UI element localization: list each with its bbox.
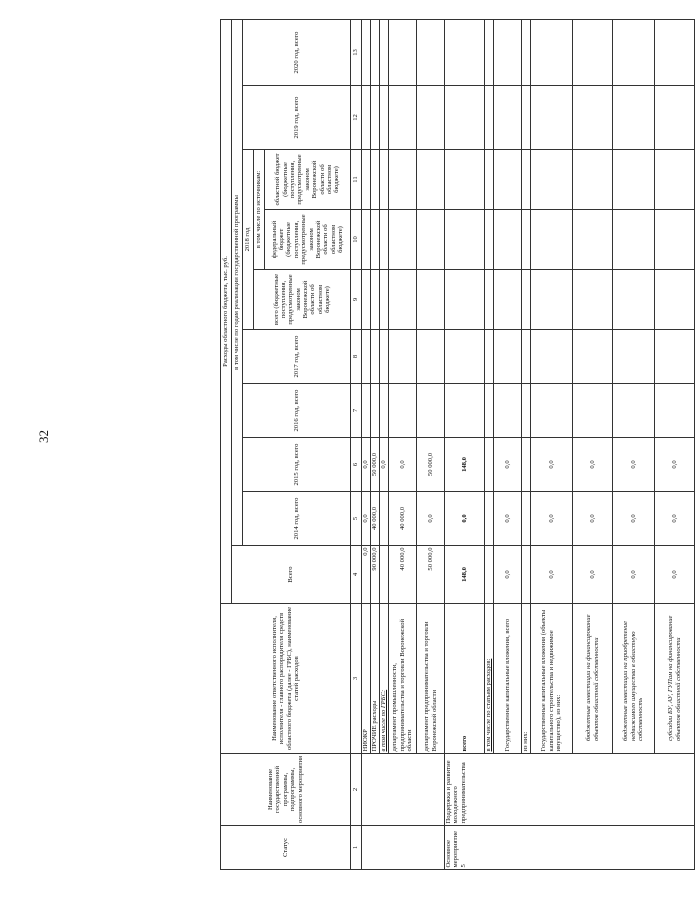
header-2014: 2014 год, всего xyxy=(243,492,351,546)
col-number: 10 xyxy=(351,210,362,270)
cell-2015: 148,0 xyxy=(445,438,485,492)
col-number: 7 xyxy=(351,384,362,438)
table-row xyxy=(531,20,573,870)
header-expenses: Расходы областного бюджета, тыс. руб. xyxy=(221,20,232,604)
header-by-sources: в том числе по источникам: xyxy=(254,150,265,270)
cell-2014: 0,0 xyxy=(362,492,371,546)
cell-2015: 0,0 xyxy=(655,438,695,492)
row-label: всего xyxy=(445,604,485,754)
header-executor: Наименование ответственного исполнителя, исполнителя - главного распорядителя средств областного бюджета (далее - ГРБС), наименование статей расходов xyxy=(221,604,351,754)
header-by-years: в том числе по годам реализации государственной программы xyxy=(232,20,243,546)
row-label: ПРОЧИЕ расходы xyxy=(371,604,380,754)
col-number: 6 xyxy=(351,438,362,492)
cell-total: 50 000,0 xyxy=(417,546,445,604)
cell-2015: 0,0 xyxy=(613,438,655,492)
table-row xyxy=(362,20,371,870)
table-row xyxy=(573,20,613,870)
cell-total: 0,0 xyxy=(531,546,573,604)
header-total: Всего xyxy=(232,546,351,604)
row-label: в том числе по статьям расходов: xyxy=(485,604,494,754)
row-label: департамент промышленности, предпринимательства и торговли Воронежской области xyxy=(389,604,417,754)
row-label: НИОКР xyxy=(362,604,371,754)
cell-total xyxy=(485,546,494,604)
col-number: 13 xyxy=(351,20,362,86)
row-label: субсидии БУ, АУ, ГУПам на финансирование объектов областной собственности xyxy=(655,604,695,754)
row-label: бюджетные инвестиции на приобретение недвижимого имущества в областную собственность xyxy=(613,604,655,754)
cell-2014: 0,0 xyxy=(531,492,573,546)
table-row xyxy=(445,20,485,870)
header-2020: 2020 год, всего xyxy=(243,20,351,86)
table-row xyxy=(389,20,417,870)
header-federal: федеральный бюджет (бюджетные поступления, предусмотренные законом Воронежской области об областном бюджете) xyxy=(265,210,351,270)
cell-2014: 40 000,0 xyxy=(389,492,417,546)
cell-total: 0,0 xyxy=(613,546,655,604)
header-regional: областной бюджет (бюджетные поступления, предусмотренные законом Воронежской области об областном бюджете) xyxy=(265,150,351,210)
header-status: Статус xyxy=(221,826,351,870)
table-row xyxy=(371,20,380,870)
activity-status: Основное мероприятие 5 xyxy=(445,826,695,870)
cell-2014 xyxy=(522,492,531,546)
table-row xyxy=(522,20,531,870)
cell-2015: 0,0 xyxy=(494,438,522,492)
cell-2015: 0,0 xyxy=(531,438,573,492)
col-number: 1 xyxy=(351,826,362,870)
budget-table xyxy=(220,19,695,870)
cell-2015: 0,0 xyxy=(573,438,613,492)
cell-2014 xyxy=(380,492,389,546)
col-number: 11 xyxy=(351,150,362,210)
cell-2014: 0,0 xyxy=(417,492,445,546)
cell-2015 xyxy=(485,438,494,492)
cell-total: 0,0 xyxy=(362,546,371,604)
cell-2014: 0,0 xyxy=(655,492,695,546)
col-number: 3 xyxy=(351,604,362,754)
cell-2015: 50 000,0 xyxy=(417,438,445,492)
cell-2015: 50 000,0 xyxy=(371,438,380,492)
cell-total: 0,0 xyxy=(573,546,613,604)
row-label: бюджетные инвестиции на финансирование объектов областной собственности xyxy=(573,604,613,754)
row-label: из них: xyxy=(522,604,531,754)
row-label: в том числе по ГРБС: xyxy=(380,604,389,754)
cell-total xyxy=(380,546,389,604)
header-2016: 2016 год, всего xyxy=(243,384,351,438)
rotated-table-container xyxy=(220,20,682,870)
cell-total xyxy=(522,546,531,604)
col-number: 12 xyxy=(351,86,362,150)
col-number: 5 xyxy=(351,492,362,546)
cell-2014: 0,0 xyxy=(494,492,522,546)
cell-2014: 0,0 xyxy=(613,492,655,546)
cell-total: 0,0 xyxy=(494,546,522,604)
table-row xyxy=(494,20,522,870)
cell-2014: 40 000,0 xyxy=(371,492,380,546)
col-number: 8 xyxy=(351,330,362,384)
cell-2014: 0,0 xyxy=(445,492,485,546)
cell-2015 xyxy=(522,438,531,492)
cell-2015: 0,0 xyxy=(389,438,417,492)
row-label: Государственные капитальные вложения, всего xyxy=(494,604,522,754)
table-row xyxy=(485,20,494,870)
header-2015: 2015 год, всего xyxy=(243,438,351,492)
header-2018-total: всего (бюджетные поступления, предусмотренные законом Воронежской области об областном бюджете) xyxy=(254,270,351,330)
table-row xyxy=(380,20,389,870)
page-number: 32 xyxy=(36,430,51,443)
activity-name: Поддержка и развитие молодежного предпринимательства xyxy=(445,754,695,826)
col-number: 9 xyxy=(351,270,362,330)
cell-total: 148,0 xyxy=(445,546,485,604)
table-row xyxy=(613,20,655,870)
header-2017: 2017 год, всего xyxy=(243,330,351,384)
cell-total: 40 000,0 xyxy=(389,546,417,604)
col-number: 2 xyxy=(351,754,362,826)
header-2018: 2018 год xyxy=(243,150,254,330)
cell-2015: 0,0 xyxy=(362,438,371,492)
table-row xyxy=(655,20,695,870)
cell-2014: 0,0 xyxy=(573,492,613,546)
table-row xyxy=(417,20,445,870)
cell-2014 xyxy=(485,492,494,546)
col-number: 4 xyxy=(351,546,362,604)
header-program-name: Наименование государственной программы, подпрограммы, основного мероприятия xyxy=(221,754,351,826)
row-label: Государственные капитальные вложения (объекты капитального строительства и недвижимое имущество), из них: xyxy=(531,604,573,754)
header-2019: 2019 год, всего xyxy=(243,86,351,150)
cell-total: 90 000,0 xyxy=(371,546,380,604)
row-label: департамент предпринимательства и торговли Воронежской области xyxy=(417,604,445,754)
cell-2015: 0,0 xyxy=(380,438,389,492)
cell-total: 0,0 xyxy=(655,546,695,604)
